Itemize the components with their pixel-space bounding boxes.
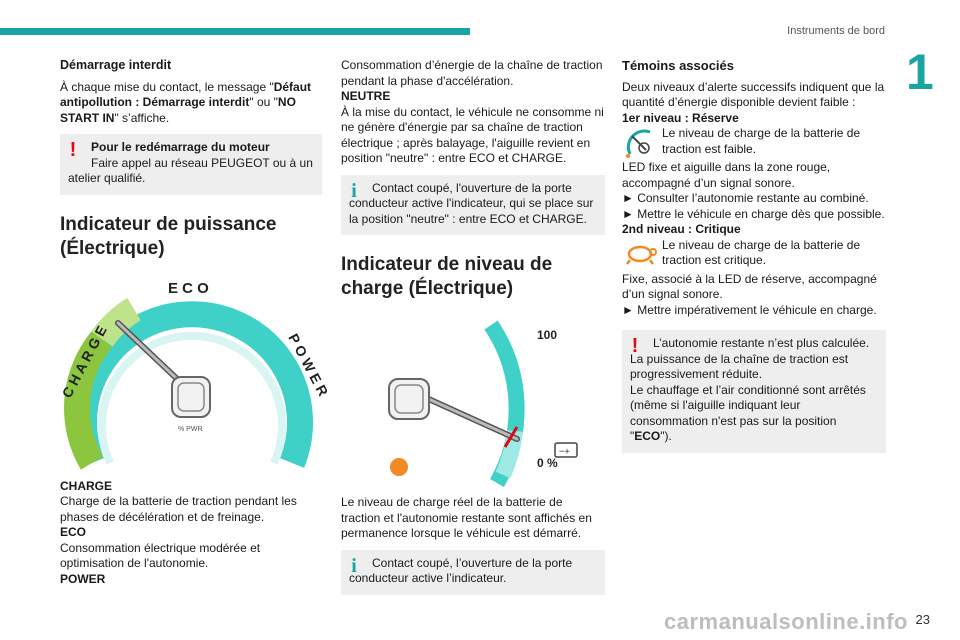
gauge-power-label: P O W E R <box>285 330 332 399</box>
level2-bullet-1: ► Mettre impérativement le véhicule en charge. <box>622 302 877 317</box>
warning-title: Pour le redémarrage du moteur <box>91 140 270 154</box>
watermark: carmanualsonline.info <box>664 609 908 634</box>
neutral-label: NEUTRE <box>341 89 391 103</box>
eco-text: Consommation électrique modérée et optimisation de l'autonomie. <box>60 540 261 570</box>
warning-lamps-intro: Deux niveaux d’alerte successifs indiquent que la quantité d’énergie disponible devient faible : <box>622 79 885 109</box>
eco-label: ECO <box>60 525 87 539</box>
column-3 <box>622 58 886 461</box>
info-box-neutral <box>341 175 605 236</box>
level1-description: LED fixe et aiguille dans la zone rouge, accompagné d’un signal sonore. <box>622 160 831 190</box>
start-forbidden-title: Démarrage interdit <box>60 58 172 72</box>
top-accent-bar <box>0 28 470 35</box>
column-2 <box>341 58 605 603</box>
level2-label: 2nd niveau : Critique <box>622 222 741 236</box>
info-text: Contact coupé, l’ouverture de la porte conducteur active l’indicateur. <box>349 555 573 585</box>
gauge-min-label: 0 % <box>537 456 558 470</box>
gauge-charge-label: C H A R G E <box>58 322 110 400</box>
reserve-led-icon <box>390 458 408 476</box>
page-number: 23 <box>915 612 930 627</box>
warning-box-restart <box>60 134 322 195</box>
warning-text: Faire appel au réseau PEUGEOT ou à un atelier qualifié. <box>68 155 313 185</box>
column-1 <box>58 58 332 587</box>
warning-exclamation-icon: ! <box>631 335 639 357</box>
warning-box-autonomy <box>622 330 886 453</box>
power-indicator-heading: Indicateur de puissance (Électrique) <box>60 213 277 259</box>
charge-level-gauge-figure <box>341 315 605 487</box>
level1-text: Le niveau de charge de la batterie de traction est faible. <box>662 126 861 156</box>
chapter-tab <box>898 40 960 106</box>
info-icon: i <box>351 179 357 202</box>
level1-bullet-1: ► Consulter l’autonomie restante au combiné. <box>622 191 869 205</box>
level2-text: Le niveau de charge de la batterie de traction est critique. <box>662 237 861 267</box>
level2-lamp-row <box>622 238 886 272</box>
gauge-max-label: 100 <box>537 328 558 342</box>
warning-text: L’autonomie restante n’est plus calculée. La puissance de la chaîne de traction est progressivement réduite. <box>630 336 870 381</box>
warning-text-2: Le chauffage et l’air conditionné sont arrêtés (même si l'aiguille indiquant leur consommation n'est pas sur la position "ECO"). <box>630 382 866 443</box>
info-icon: i <box>351 554 357 577</box>
svg-text:−+: −+ <box>559 447 570 457</box>
chapter-number: 1 <box>906 44 934 100</box>
charge-label: CHARGE <box>60 478 113 493</box>
charge-level-heading: Indicateur de niveau de charge (Électrique) <box>341 254 553 299</box>
level1-lamp-row <box>622 126 886 160</box>
power-label: POWER <box>60 571 106 586</box>
info-text: Contact coupé, l'ouverture de la porte conducteur active l'indicateur, qui se place sur la position "neutre" : entre ECO et CHARGE. <box>349 180 594 226</box>
level2-description: Fixe, associé à la LED de réserve, accompagné d’un signal sonore. <box>622 271 877 301</box>
low-battery-gauge-icon <box>622 126 658 160</box>
charge-text: Charge de la batterie de traction pendant les phases de décélération et de freinage. <box>60 494 297 524</box>
power-text: Consommation d’énergie de la chaîne de traction pendant la phase d'accélération. <box>341 58 603 88</box>
section-title: Instruments de bord <box>787 25 885 37</box>
gauge-eco-label: E C O <box>168 279 209 297</box>
level1-label: 1er niveau : Réserve <box>622 110 739 125</box>
power-gauge-figure <box>58 275 332 465</box>
warning-exclamation-icon: ! <box>69 139 77 161</box>
warning-lamps-title: Témoins associés <box>622 58 734 73</box>
charge-level-text: Le niveau de charge réel de la batterie de traction et l'autonomie restante sont affichés en permanence lorsque le véhicule est démarré. <box>341 495 592 540</box>
level1-bullet-2: ► Mettre le véhicule en charge dès que possible. <box>622 206 885 221</box>
start-forbidden-text: À chaque mise du contact, le message "Défaut antipollution : Démarrage interdit" ou "NO START IN" s’affiche. <box>60 79 312 125</box>
gauge-pwr-label: % PWR <box>178 425 203 433</box>
neutral-text: À la mise du contact, le véhicule ne consomme ni ne génère d'énergie par sa chaîne de traction électrique ; après balayage, l'aiguille revient en position "neutre" : entre ECO et CHARGE. <box>341 104 604 165</box>
critical-battery-turtle-icon <box>622 238 658 272</box>
info-box-door <box>341 550 605 595</box>
